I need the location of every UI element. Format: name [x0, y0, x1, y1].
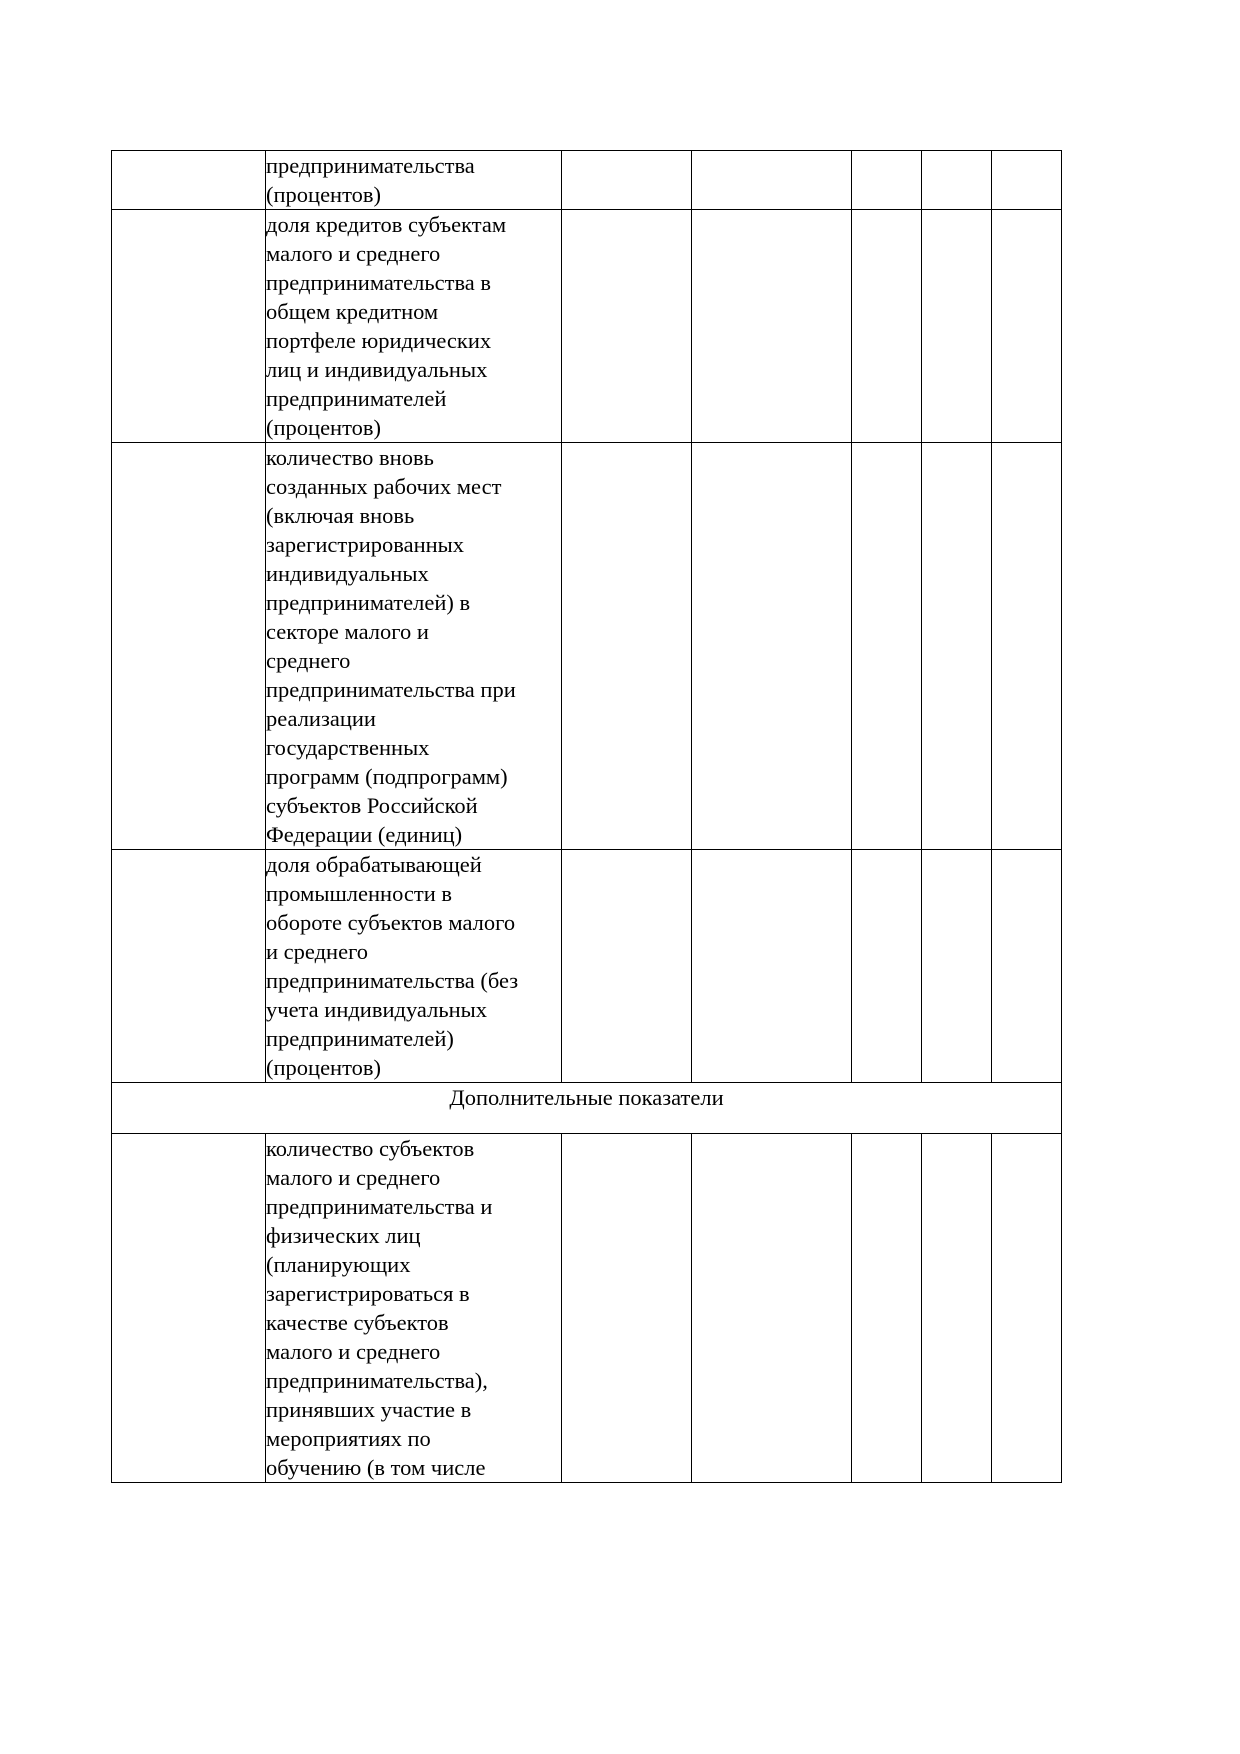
- indicator-line: (включая вновь: [266, 503, 415, 528]
- value-cell: [992, 210, 1062, 443]
- indicator-name-cell: [266, 443, 562, 850]
- indicator-line: промышленности в: [266, 881, 453, 906]
- indicator-line: предпринимательства в: [266, 270, 492, 295]
- indicator-line: субъектов Российской: [266, 793, 478, 818]
- number-cell: [112, 210, 266, 443]
- value-cell: [562, 1134, 692, 1483]
- value-cell: [992, 850, 1062, 1083]
- indicator-line: (процентов): [266, 1055, 382, 1080]
- indicator-line: доля обрабатывающей: [266, 852, 482, 877]
- indicator-line: обороте субъектов малого: [266, 910, 516, 935]
- indicators-table: [111, 150, 1062, 1483]
- table-row: [112, 850, 1062, 1083]
- value-cell: [852, 443, 922, 850]
- indicator-line: предпринимателей: [266, 386, 447, 411]
- table-row: [112, 443, 1062, 850]
- indicator-line: государственных: [266, 735, 430, 760]
- value-cell: [922, 1134, 992, 1483]
- indicator-line: предпринимателей): [266, 1026, 454, 1051]
- indicator-line: физических лиц: [266, 1223, 421, 1248]
- indicator-line: реализации: [266, 706, 376, 731]
- indicator-line: предпринимательства и: [266, 1194, 493, 1219]
- value-cell: [562, 443, 692, 850]
- indicator-line: (процентов): [266, 182, 382, 207]
- indicator-line: зарегистрированных: [266, 532, 465, 557]
- number-cell: [112, 850, 266, 1083]
- indicator-line: (планирующих: [266, 1252, 411, 1277]
- value-cell: [562, 210, 692, 443]
- value-cell: [922, 443, 992, 850]
- indicator-line: предпринимателей) в: [266, 590, 471, 615]
- table-row: [112, 210, 1062, 443]
- value-cell: [692, 443, 852, 850]
- indicator-line: предпринимательства при: [266, 677, 516, 702]
- indicator-line: и среднего: [266, 939, 368, 964]
- indicator-line: Федерации (единиц): [266, 822, 463, 847]
- number-cell: [112, 1134, 266, 1483]
- value-cell: [922, 850, 992, 1083]
- indicator-line: малого и среднего: [266, 1165, 441, 1190]
- indicator-line: зарегистрироваться в: [266, 1281, 470, 1306]
- value-cell: [922, 151, 992, 210]
- indicator-line: программ (подпрограмм): [266, 764, 508, 789]
- value-cell: [852, 1134, 922, 1483]
- value-cell: [922, 210, 992, 443]
- section-row: [112, 1083, 1062, 1134]
- indicator-line: малого и среднего: [266, 1339, 441, 1364]
- indicator-line: малого и среднего: [266, 241, 441, 266]
- value-cell: [992, 443, 1062, 850]
- number-cell: [112, 151, 266, 210]
- indicator-line: предпринимательства),: [266, 1368, 488, 1393]
- value-cell: [992, 151, 1062, 210]
- table-row: [112, 1134, 1062, 1483]
- value-cell: [692, 151, 852, 210]
- value-cell: [562, 850, 692, 1083]
- indicator-name-cell: [266, 1134, 562, 1483]
- indicator-line: (процентов): [266, 415, 382, 440]
- indicator-line: индивидуальных: [266, 561, 429, 586]
- indicator-line: предпринимательства: [266, 153, 475, 178]
- indicator-line: качестве субъектов: [266, 1310, 449, 1335]
- value-cell: [692, 850, 852, 1083]
- indicator-line: среднего: [266, 648, 351, 673]
- indicator-name-cell: [266, 850, 562, 1083]
- indicator-line: предпринимательства (без: [266, 968, 519, 993]
- indicator-line: обучению (в том числе: [266, 1455, 486, 1480]
- value-cell: [852, 151, 922, 210]
- indicator-line: доля кредитов субъектам: [266, 212, 507, 237]
- indicator-line: учета индивидуальных: [266, 997, 487, 1022]
- value-cell: [692, 210, 852, 443]
- indicator-line: общем кредитном: [266, 299, 439, 324]
- value-cell: [852, 210, 922, 443]
- indicator-line: количество субъектов: [266, 1136, 475, 1161]
- value-cell: [562, 151, 692, 210]
- table-row: [112, 151, 1062, 210]
- document-page: [111, 150, 1061, 1483]
- indicator-line: мероприятиях по: [266, 1426, 431, 1451]
- number-cell: [112, 443, 266, 850]
- section-title: Дополнительные показатели: [112, 1083, 1062, 1134]
- value-cell: [852, 850, 922, 1083]
- value-cell: [992, 1134, 1062, 1483]
- indicator-name-cell: [266, 210, 562, 443]
- indicator-line: созданных рабочих мест: [266, 474, 502, 499]
- value-cell: [692, 1134, 852, 1483]
- indicator-name-cell: [266, 151, 562, 210]
- indicator-line: принявших участие в: [266, 1397, 472, 1422]
- indicator-line: портфеле юридических: [266, 328, 492, 353]
- indicator-line: количество вновь: [266, 445, 434, 470]
- indicator-line: лиц и индивидуальных: [266, 357, 488, 382]
- indicator-line: секторе малого и: [266, 619, 429, 644]
